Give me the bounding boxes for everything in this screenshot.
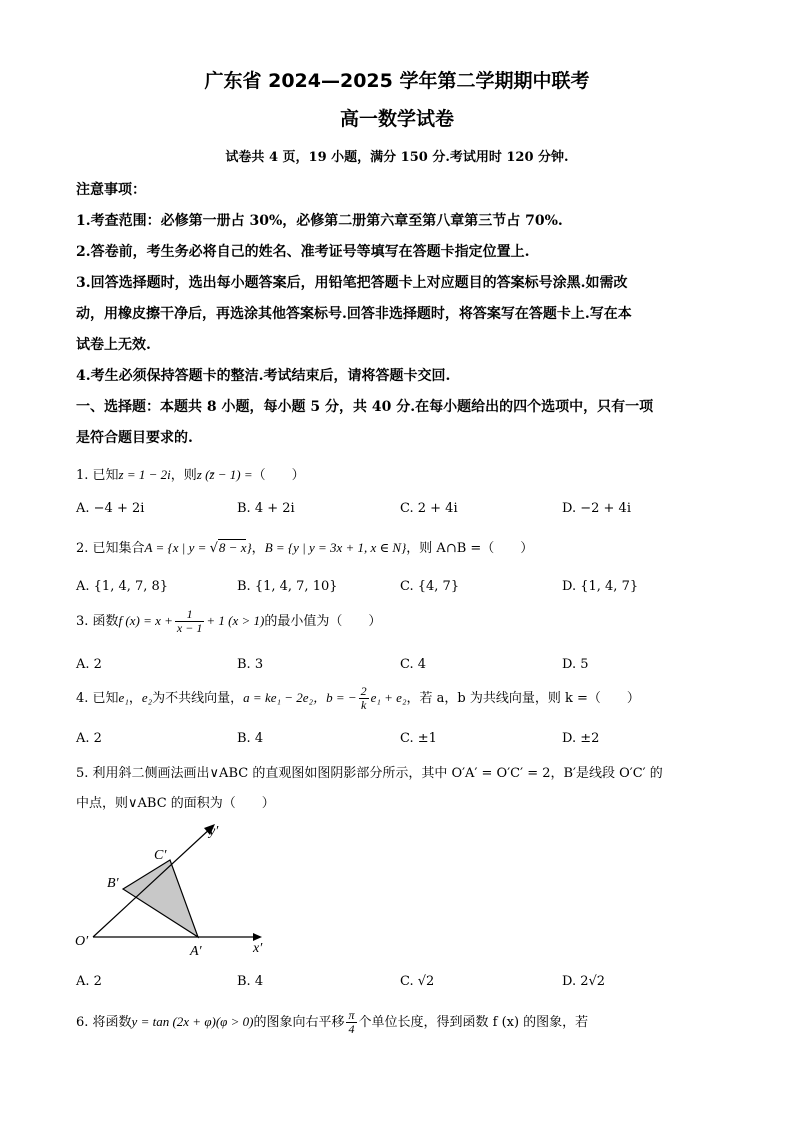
q4-option-b: B. 4 [237, 731, 264, 746]
q5-option-d: D. 2√2 [562, 974, 606, 989]
label-b: B′ [107, 876, 119, 891]
exam-subtitle: 高一数学试卷 [339, 108, 454, 130]
q3-option-b: B. 3 [237, 657, 264, 672]
note-3-line-2: 动，用橡皮擦干净后，再选涂其他答案标号.回答非选择题时，将答案写在答题卡上.写在本 [76, 306, 632, 322]
question-2-stem: 2. 已知集合A = {x | y = √8 − x}，B = {y | y = 3x + 1, x ∈ N}，则 A∩B =（ ） [76, 540, 534, 556]
q2-option-a: A. {1, 4, 7, 8} [76, 579, 169, 594]
q2-option-d: D. {1, 4, 7} [562, 579, 639, 594]
question-5-line-2: 中点，则∨ABC 的面积为（ ） [76, 796, 275, 811]
note-3-line-1: 3.回答选择题时，选出每小题答案后，用铅笔把答题卡上对应题目的答案标号涂黑.如需改 [76, 275, 628, 291]
q2-option-b: B. {1, 4, 7, 10} [237, 579, 338, 594]
question-1-stem: 1. 已知z = 1 − 2i，则z (z̄ − 1) =（ ） [76, 467, 305, 483]
q1-option-c: C. 2 + 4i [400, 501, 458, 516]
label-x: x′ [253, 941, 263, 956]
exam-info: 试卷共 4 页，19 小题，满分 150 分.考试用时 120 分钟. [225, 150, 569, 165]
q3-fraction: $\frac{1}{x - 1}$ [176, 607, 203, 635]
q4-option-c: C. ±1 [400, 731, 437, 746]
q6-fraction: $\frac{\pi}{4}$ [348, 1008, 355, 1036]
label-c: C′ [154, 848, 167, 863]
q1-option-d: D. −2 + 4i [562, 501, 631, 516]
q3-option-d: D. 5 [562, 657, 589, 672]
q5-figure [70, 815, 280, 960]
question-4-stem: 4. 已知e₁，e₂为不共线向量，a = ke₁ − 2e₂，b = − $\frac{2}{k}$ e₁ + e₂，若 a，b 为共线向量，则 k =（ ） [76, 684, 640, 712]
exam-title: 广东省 2024—2025 学年第二学期期中联考 [204, 70, 590, 92]
x-axis-arrow [253, 933, 262, 941]
q1-option-a: A. −4 + 2i [76, 501, 145, 516]
section-1-line-2: 是符合题目要求的. [76, 430, 193, 446]
q1-option-b: B. 4 + 2i [237, 501, 295, 516]
note-3-line-3: 试卷上无效. [76, 337, 151, 353]
q3-option-c: C. 4 [400, 657, 427, 672]
section-1-line-1: 一、选择题：本题共 8 小题，每小题 5 分，共 40 分.在每小题给出的四个选项中，只有一项 [76, 399, 654, 415]
question-3-stem: 3. 函数f (x) = x + $\frac{1}{x - 1}$ + 1 (x > 1)的最小值为（ ） [76, 607, 382, 635]
q5-option-a: A. 2 [76, 974, 102, 989]
q4-option-a: A. 2 [76, 731, 102, 746]
q4-fraction: $\frac{2}{k}$ [360, 684, 367, 712]
q2-option-c: C. {4, 7} [400, 579, 460, 594]
q5-option-c: C. √2 [400, 974, 435, 989]
label-y: y′ [209, 824, 219, 839]
note-1: 1.考查范围：必修第一册占 30%，必修第二册第六章至第八章第三节占 70%. [76, 213, 563, 229]
question-6-stem: 6. 将函数y = tan (2x + φ)(φ > 0)的图象向右平移 $\frac{\pi}{4}$ 个单位长度，得到函数 f (x) 的图象，若 [76, 1008, 589, 1036]
q4-option-d: D. ±2 [562, 731, 600, 746]
label-o: O′ [75, 934, 89, 949]
question-5-line-1: 5. 利用斜二侧画法画出∨ABC 的直观图如图阴影部分所示，其中 O′A′ = O′C′ = 2，B′是线段 O′C′ 的 [76, 766, 663, 781]
q3-option-a: A. 2 [76, 657, 102, 672]
notes-heading: 注意事项： [76, 182, 146, 198]
label-a: A′ [190, 944, 202, 959]
note-4: 4.考生必须保持答题卡的整洁.考试结束后，请将答题卡交回. [76, 368, 451, 384]
q5-option-b: B. 4 [237, 974, 264, 989]
note-2: 2.答卷前，考生务必将自己的姓名、准考证号等填写在答题卡指定位置上. [76, 244, 530, 260]
